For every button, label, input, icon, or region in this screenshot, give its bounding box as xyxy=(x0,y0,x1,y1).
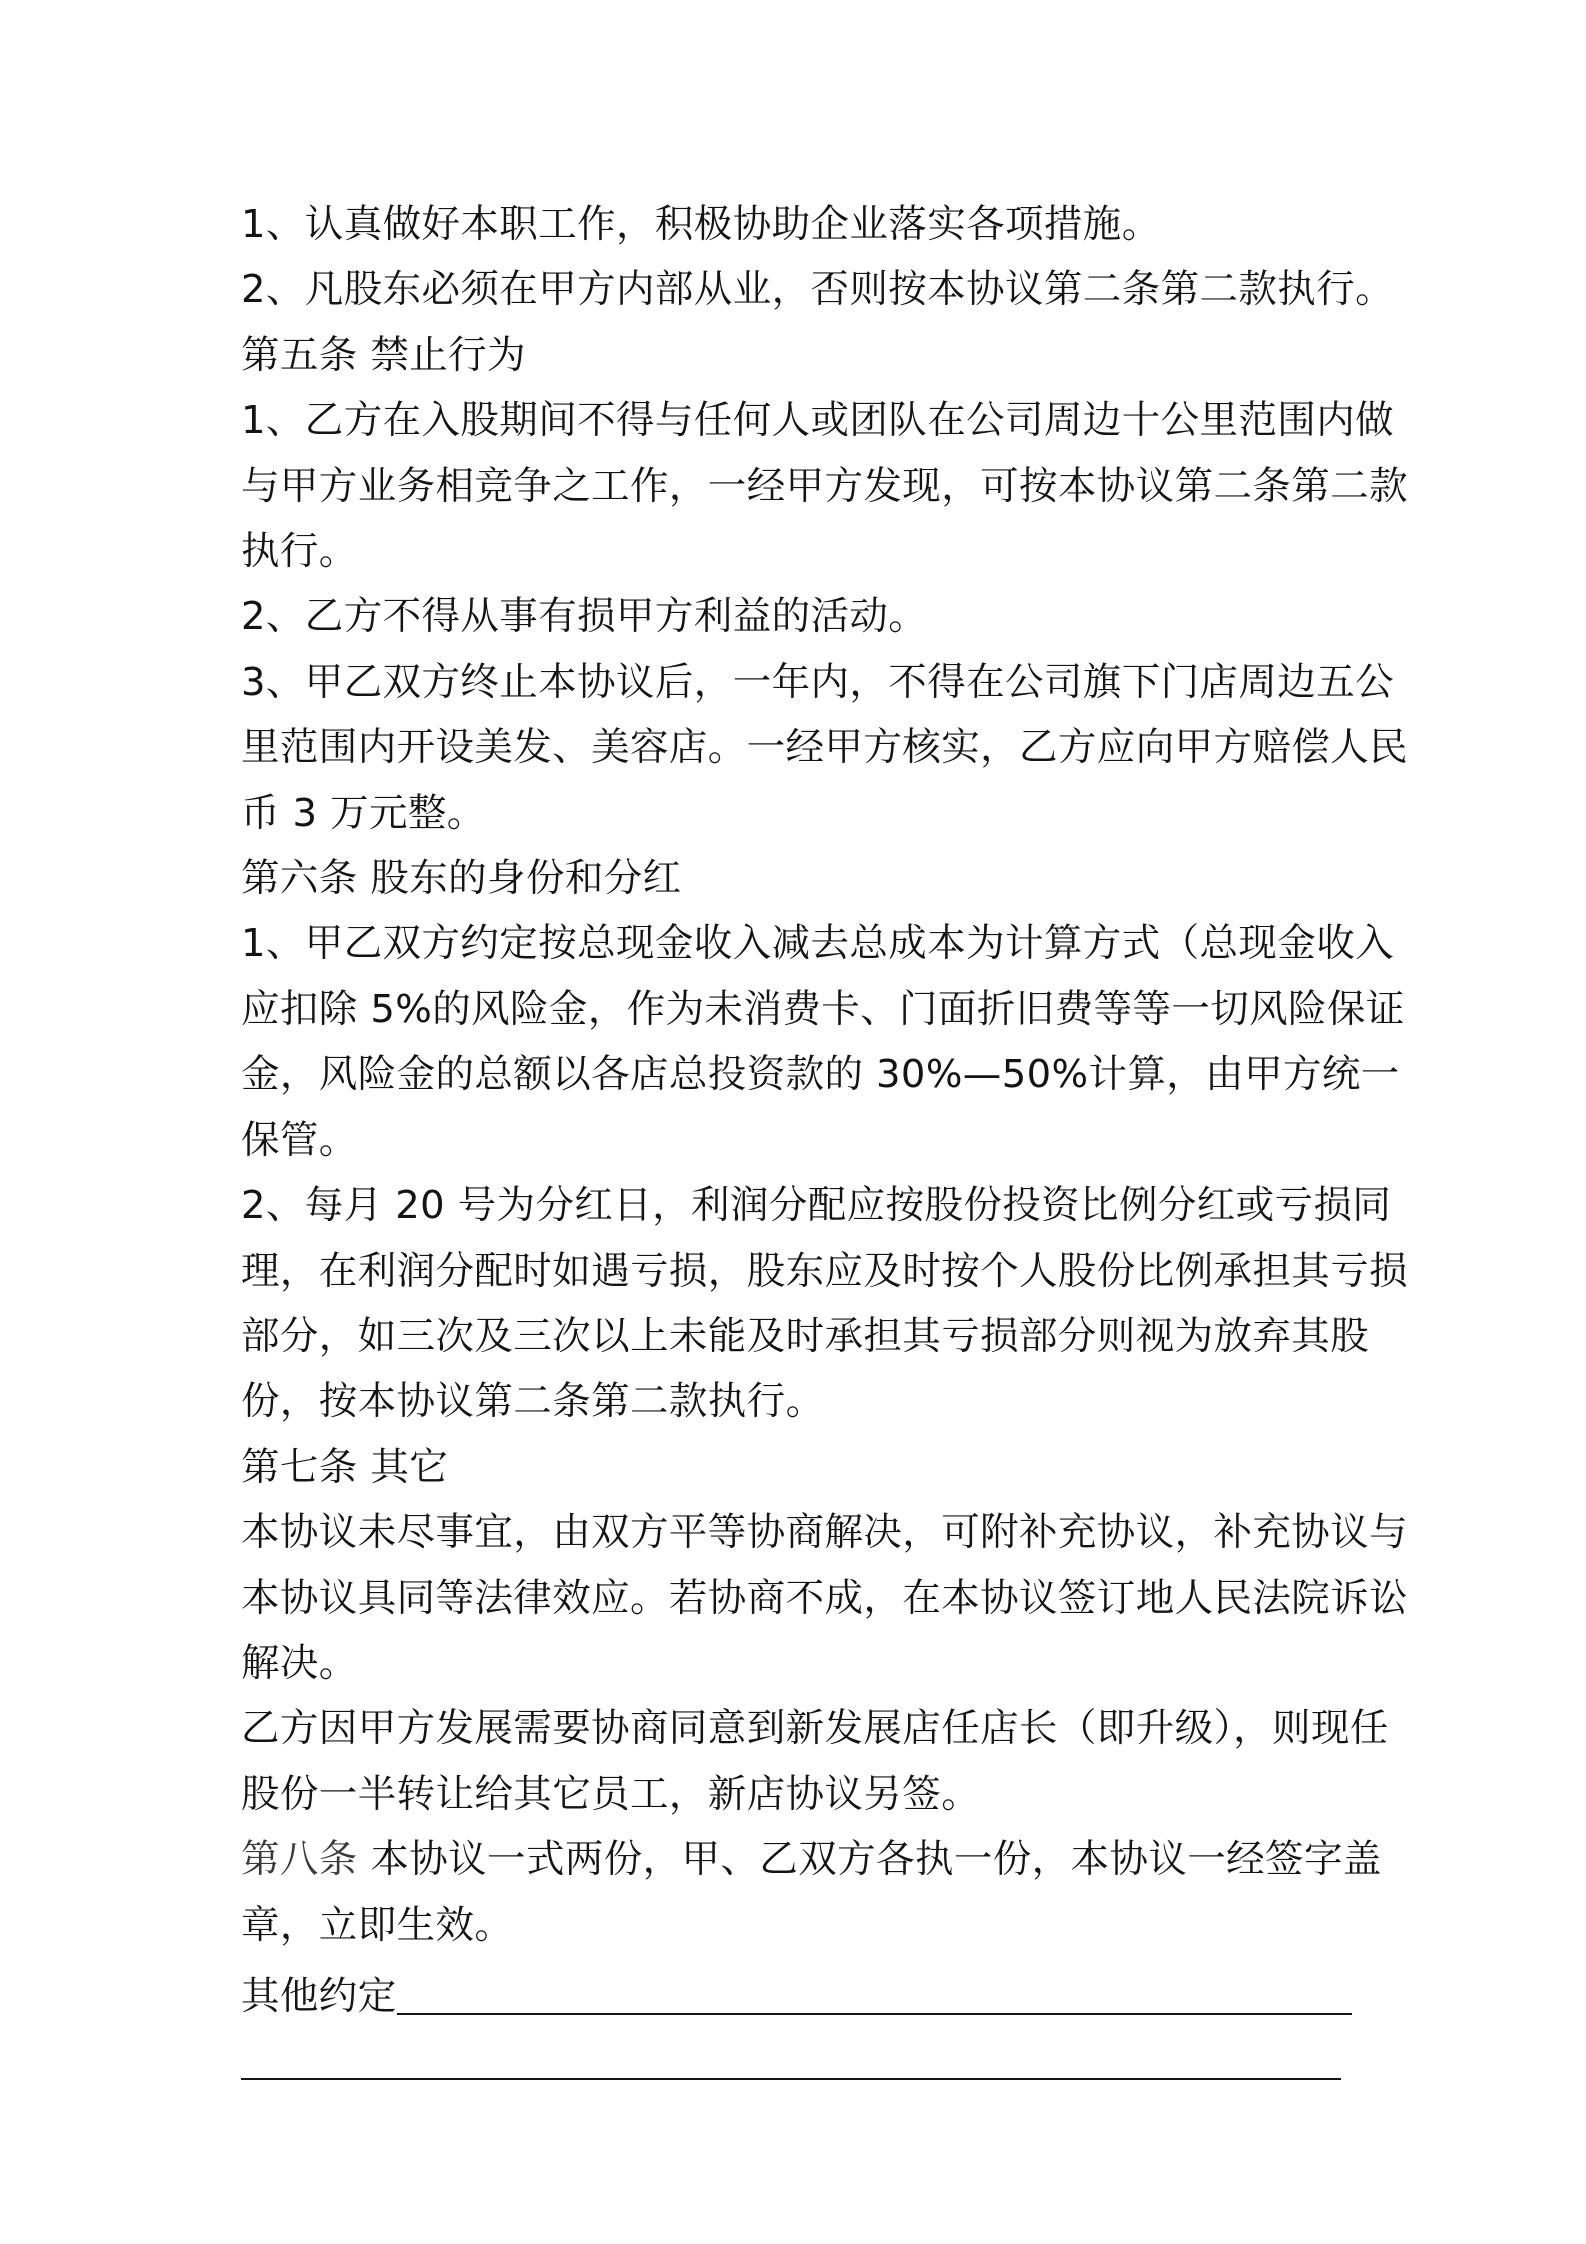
text-line: 3、甲乙双方终止本协议后，一年内，不得在公司旗下门店周边五公 xyxy=(241,659,1394,705)
fill-in-blank[interactable] xyxy=(241,2040,1341,2080)
text-line: 2、乙方不得从事有损甲方利益的活动。 xyxy=(241,594,928,640)
section-heading-8: 第八条 xyxy=(241,1837,358,1883)
fill-in-blank[interactable] xyxy=(397,1975,1352,2015)
text-line: 2、每月 20 号为分红日，利润分配应按股份投资比例分红或亏损同 xyxy=(241,1183,1392,1229)
section-heading-7: 第七条 其它 xyxy=(241,1444,449,1490)
section-heading-5: 第五条 禁止行为 xyxy=(241,332,526,378)
section-heading-6: 第六条 股东的身份和分红 xyxy=(241,856,682,902)
text-line: 1、乙方在入股期间不得与任何人或团队在公司周边十公里范围内做 xyxy=(241,398,1394,444)
section-8-line xyxy=(241,1827,1382,1892)
section-8-text: 本协议一式两份，甲、乙双方各执一份，本协议一经签字盖 xyxy=(357,1837,1382,1883)
other-agreement-label: 其他约定 xyxy=(241,1973,397,2019)
text-line: 本协议未尽事宜，由双方平等协商解决，可附补充协议，补充协议与 xyxy=(241,1510,1409,1556)
text-line: 币 3 万元整。 xyxy=(241,790,486,836)
text-line: 份，按本协议第二条第二款执行。 xyxy=(241,1379,825,1425)
blank-line-row xyxy=(241,2029,1361,2094)
text-line: 2、凡股东必须在甲方内部从业，否则按本协议第二条第二款执行。 xyxy=(241,267,1394,313)
text-line: 与甲方业务相竞争之工作，一经甲方发现，可按本协议第二条第二款 xyxy=(241,463,1409,509)
text-line: 章，立即生效。 xyxy=(241,1902,514,1948)
text-line: 股份一半转让给其它员工，新店协议另签。 xyxy=(241,1771,981,1817)
text-line: 1、甲乙双方约定按总现金收入减去总成本为计算方式（总现金收入 xyxy=(241,921,1394,967)
text-line: 应扣除 5%的风险金，作为未消费卡、门面折旧费等等一切风险保证 xyxy=(241,986,1405,1032)
text-line: 解决。 xyxy=(241,1640,358,1686)
text-line: 执行。 xyxy=(241,529,358,575)
text-line: 金，风险金的总额以各店总投资款的 30%—50%计算，由甲方统一 xyxy=(241,1052,1400,1098)
agreement-body xyxy=(241,192,1409,2095)
text-line: 1、认真做好本职工作，积极协助企业落实各项措施。 xyxy=(241,202,1161,247)
text-line: 本协议具同等法律效应。若协商不成，在本协议签订地人民法院诉讼 xyxy=(241,1575,1409,1621)
text-line: 乙方因甲方发展需要协商同意到新发展店任店长（即升级），则现任 xyxy=(241,1706,1389,1752)
text-line: 里范围内开设美发、美容店。一经甲方核实，乙方应向甲方赔偿人民 xyxy=(241,725,1409,771)
text-line: 保管。 xyxy=(241,1117,358,1163)
text-line: 部分，如三次及三次以上未能及时承担其亏损部分则视为放弃其股 xyxy=(241,1313,1370,1359)
text-line: 理，在利润分配时如遇亏损，股东应及时按个人股份比例承担其亏损 xyxy=(241,1248,1409,1294)
other-agreement-line xyxy=(241,1964,1361,2029)
